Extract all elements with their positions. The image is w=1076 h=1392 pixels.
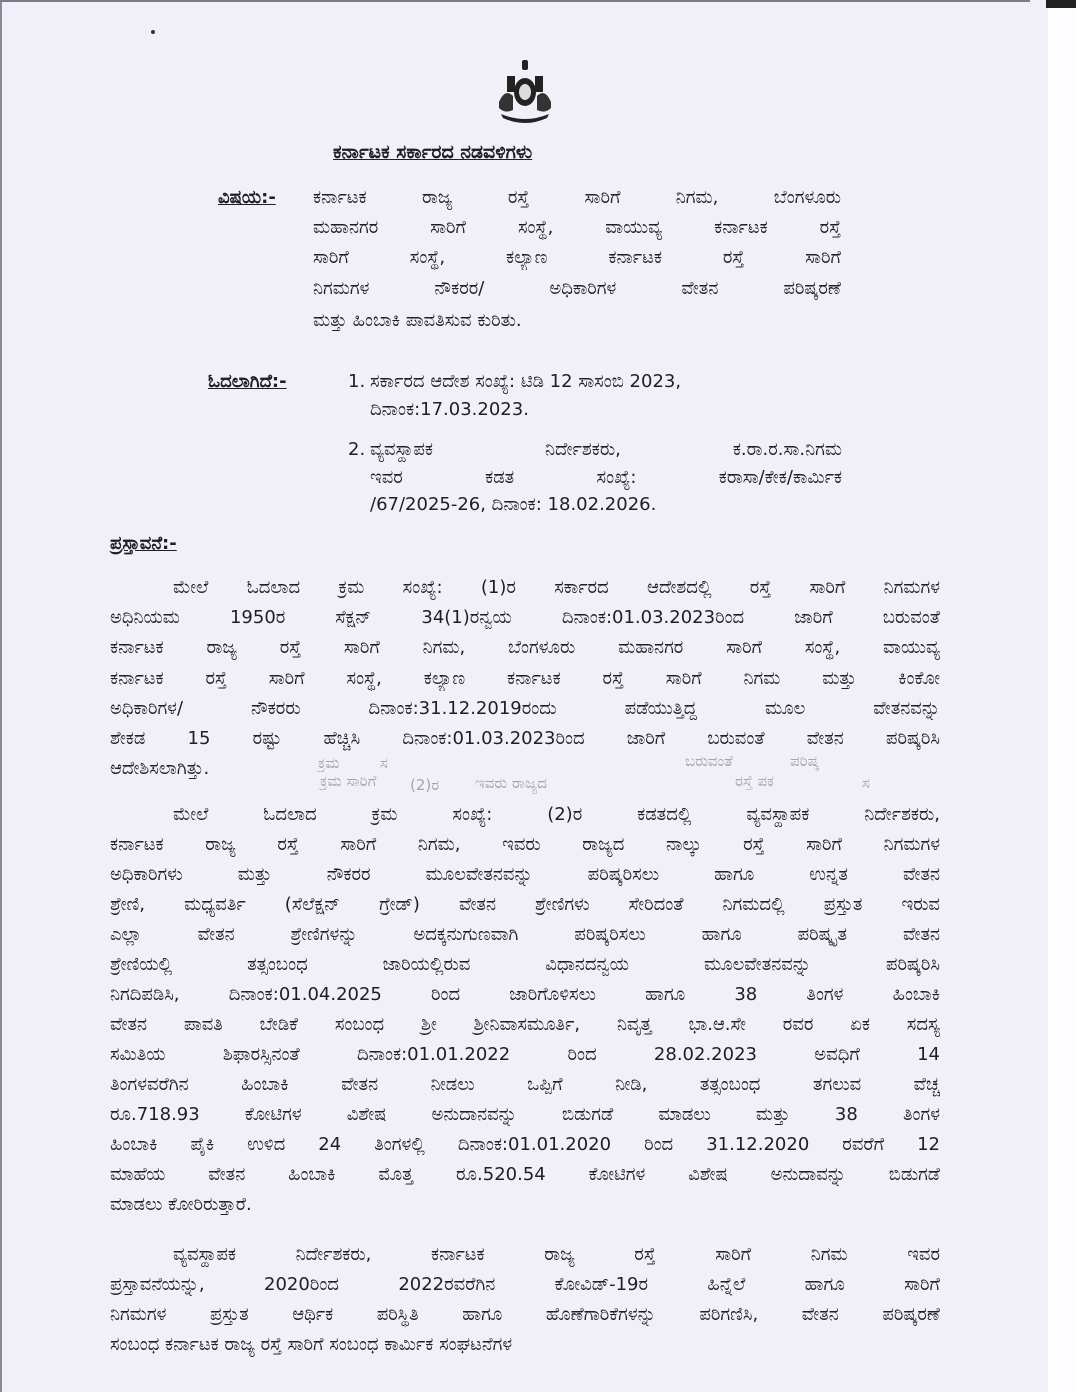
faded-text: ರಸ್ತೆ ಪಕ <box>735 772 774 790</box>
faded-text: ಪರಿಷ್ಕ <box>790 752 820 770</box>
paragraph-line: ಶ್ರೇಣಿ, ಮಧ್ಯವರ್ತಿ (ಸೆಲೆಕ್ಷನ್ ಗ್ರೇಡ್) ವೇತನ ಶ್ರೇಣಿಗಳು ಸೇರಿದಂತೆ ನಿಗಮದಲ್ಲಿ ಪ್ರಸ್ತುತ ಇರುವ <box>110 894 940 915</box>
paragraph-line: ಮಾಹೆಯ ವೇತನ ಹಿಂಬಾಕಿ ಮೊತ್ತ ರೂ.520.54 ಕೋಟಿಗಳ ವಿಶೇಷ ಅನುದಾವನ್ನು ಬಿಡುಗಡೆ <box>110 1164 940 1185</box>
subject-line: ಮಹಾನಗರ ಸಾರಿಗೆ ಸಂಸ್ಥೆ, ವಾಯುವ್ಯ ಕರ್ನಾಟಕ ರಸ್ತೆ <box>313 217 841 238</box>
state-emblem-icon <box>495 58 555 128</box>
paragraph-line: ತಿಂಗಳವರೆಗಿನ ಹಿಂಬಾಕಿ ವೇತನ ನೀಡಲು ಒಪ್ಪಿಗೆ ನೀಡಿ, ತತ್ಸಂಬಂಧ ತಗಲುವ ವೆಚ್ಚ <box>110 1074 940 1095</box>
paragraph-line: ವೇತನ ಪಾವತಿ ಬೇಡಿಕೆ ಸಂಬಂಧ ಶ್ರೀ ಶ್ರೀನಿವಾಸಮೂರ್ತಿ, ನಿವೃತ್ತ ಭಾ.ಆ.ಸೇ ರವರ ಏಕ ಸದಸ್ಯ <box>110 1014 940 1035</box>
paragraph-line: ಮಾಡಲು ಕೋರಿರುತ್ತಾರೆ. <box>110 1194 252 1215</box>
scan-speck <box>151 30 155 34</box>
paragraph-line: ಕರ್ನಾಟಕ ರಾಜ್ಯ ರಸ್ತೆ ಸಾರಿಗೆ ನಿಗಮ, ಇವರು ರಾಜ್ಯದ ನಾಲ್ಕು ರಸ್ತೆ ಸಾರಿಗೆ ನಿಗಮಗಳ <box>110 834 940 855</box>
preamble-label: ಪ್ರಸ್ತಾವನೆ:- <box>110 533 177 554</box>
paragraph-line: ಸಂಬಂಧ ಕರ್ನಾಟಕ ರಾಜ್ಯ ರಸ್ತೆ ಸಾರಿಗೆ ಸಂಬಂಧ ಕಾರ್ಮಿಕ ಸಂಘಟನೆಗಳ <box>110 1334 513 1355</box>
paragraph-line: ಅಧಿಕಾರಿಗಳು ಮತ್ತು ನೌಕರರ ಮೂಲವೇತನವನ್ನು ಪರಿಷ್ಕರಿಸಲು ಹಾಗೂ ಉನ್ನತ ವೇತನ <box>110 864 940 885</box>
reference-number: 1. <box>348 371 366 392</box>
paragraph-line: ಶೇಕಡ 15 ರಷ್ಟು ಹೆಚ್ಚಿಸಿ ದಿನಾಂಕ:01.03.2023ರಿಂದ ಜಾರಿಗೆ ಬರುವಂತೆ ವೇತನ ಪರಿಷ್ಕರಿಸಿ <box>110 728 940 749</box>
paragraph-line: ನಿಗಮಗಳ ಪ್ರಸ್ತುತ ಆರ್ಥಿಕ ಪರಿಸ್ಥಿತಿ ಹಾಗೂ ಹೊಣೆಗಾರಿಕೆಗಳನ್ನು ಪರಿಗಣಿಸಿ, ವೇತನ ಪರಿಷ್ಕರಣೆ <box>110 1304 940 1325</box>
scan-edge-dark <box>1046 0 1076 8</box>
paragraph-line: ಮೇಲೆ ಓದಲಾದ ಕ್ರಮ ಸಂಖ್ಯೆ: (2)ರ ಕಡತದಲ್ಲಿ ವ್ಯವಸ್ಥಾಪಕ ನಿರ್ದೇಶಕರು, <box>173 804 940 825</box>
paragraph-line: ಕರ್ನಾಟಕ ರಾಜ್ಯ ರಸ್ತೆ ಸಾರಿಗೆ ನಿಗಮ, ಬೆಂಗಳೂರು ಮಹಾನಗರ ಸಾರಿಗೆ ಸಂಸ್ಥೆ, ವಾಯುವ್ಯ <box>110 637 940 658</box>
reference-line: ಇವರ ಕಡತ ಸಂಖ್ಯೆ: ಕರಾಸಾ/ಕೇಕ/ಕಾರ್ಮಿಕ <box>370 467 842 488</box>
paragraph-line: ಪ್ರಸ್ತಾವನೆಯನ್ನು, 2020ರಿಂದ 2022ರವರೆಗಿನ ಕೋವಿಡ್-19ರ ಹಿನ್ನೆಲೆ ಹಾಗೂ ಸಾರಿಗೆ <box>110 1274 940 1295</box>
faded-text: (2)ರ <box>410 776 440 794</box>
faded-text: ಕ್ರಮ <box>318 754 340 772</box>
subject-line: ಮತ್ತು ಹಿಂಬಾಕಿ ಪಾವತಿಸುವ ಕುರಿತು. <box>313 310 522 331</box>
faded-text: ಕ್ರಮ ಸಾರಿಗೆ <box>320 772 377 790</box>
paragraph-line: ಹಿಂಬಾಕಿ ಪೈಕಿ ಉಳಿದ 24 ತಿಂಗಳಲ್ಲಿ ದಿನಾಂಕ:01.01.2020 ರಿಂದ 31.12.2020 ರವರೆಗೆ 12 <box>110 1134 940 1155</box>
paragraph-line: ಕರ್ನಾಟಕ ರಸ್ತೆ ಸಾರಿಗೆ ಸಂಸ್ಥೆ, ಕಲ್ಯಾಣ ಕರ್ನಾಟಕ ರಸ್ತೆ ಸಾರಿಗೆ ನಿಗಮ ಮತ್ತು ಕಿಂಕೋ <box>110 668 940 689</box>
paragraph-line: ಶ್ರೇಣಿಯಲ್ಲಿ ತತ್ಸಂಬಂಧ ಜಾರಿಯಲ್ಲಿರುವ ವಿಧಾನದನ್ವಯ ಮೂಲವೇತನವನ್ನು ಪರಿಷ್ಕರಿಸಿ <box>110 954 940 975</box>
reference-number: 2. <box>348 439 366 460</box>
paragraph-line: ಮೇಲೆ ಓದಲಾದ ಕ್ರಮ ಸಂಖ್ಯೆ: (1)ರ ಸರ್ಕಾರದ ಆದೇಶದಲ್ಲಿ ರಸ್ತೆ ಸಾರಿಗೆ ನಿಗಮಗಳ <box>173 577 940 598</box>
reference-line: ವ್ಯವಸ್ಥಾಪಕ ನಿರ್ದೇಶಕರು, ಕ.ರಾ.ರ.ಸಾ.ನಿಗಮ <box>370 439 842 460</box>
reference-line: /67/2025-26, ದಿನಾಂಕ: 18.02.2026. <box>370 494 657 515</box>
paragraph-line: ಸಮಿತಿಯ ಶಿಫಾರಸ್ಸಿನಂತೆ ದಿನಾಂಕ:01.01.2022 ರಿಂದ 28.02.2023 ಅವಧಿಗೆ 14 <box>110 1044 940 1065</box>
faded-text: ಸ <box>380 754 388 772</box>
paragraph-line: ವ್ಯವಸ್ಥಾಪಕ ನಿರ್ದೇಶಕರು, ಕರ್ನಾಟಕ ರಾಜ್ಯ ರಸ್ತೆ ಸಾರಿಗೆ ನಿಗಮ ಇವರ <box>173 1244 940 1265</box>
references-label: ಓದಲಾಗಿದೆ:- <box>208 371 287 392</box>
paragraph-line: ಎಲ್ಲಾ ವೇತನ ಶ್ರೇಣಿಗಳನ್ನು ಅದಕ್ಕನುಗುಣವಾಗಿ ಪರಿಷ್ಕರಿಸಲು ಹಾಗೂ ಪರಿಷ್ಕೃತ ವೇತನ <box>110 924 940 945</box>
paragraph-line: ಆದೇಶಿಸಲಾಗಿತ್ತು. <box>110 758 210 779</box>
paragraph-line: ನಿಗದಿಪಡಿಸಿ, ದಿನಾಂಕ:01.04.2025 ರಿಂದ ಜಾರಿಗೊಳಿಸಲು ಹಾಗೂ 38 ತಿಂಗಳ ಹಿಂಬಾಕಿ <box>110 984 940 1005</box>
subject-line: ಸಾರಿಗೆ ಸಂಸ್ಥೆ, ಕಲ್ಯಾಣ ಕರ್ನಾಟಕ ರಸ್ತೆ ಸಾರಿಗೆ <box>313 247 841 268</box>
scan-edge-line <box>0 0 1030 2</box>
paragraph-line: ರೂ.718.93 ಕೋಟಿಗಳ ವಿಶೇಷ ಅನುದಾನವನ್ನು ಬಿಡುಗಡೆ ಮಾಡಲು ಮತ್ತು 38 ತಿಂಗಳ <box>110 1104 940 1125</box>
paragraph-line: ಅಧಿನಿಯಮ 1950ರ ಸೆಕ್ಷನ್ 34(1)ರನ್ವಯ ದಿನಾಂಕ:01.03.2023ರಿಂದ ಜಾರಿಗೆ ಬರುವಂತೆ <box>110 607 940 628</box>
paragraph-line: ಅಧಿಕಾರಿಗಳ/ ನೌಕರರು ದಿನಾಂಕ:31.12.2019ರಂದು ಪಡೆಯುತ್ತಿದ್ದ ಮೂಲ ವೇತನವನ್ನು <box>110 698 940 719</box>
faded-text: ಸ <box>862 774 870 792</box>
document-title: ಕರ್ನಾಟಕ ಸರ್ಕಾರದ ನಡವಳಿಗಳು <box>333 141 533 163</box>
reference-line: ಸರ್ಕಾರದ ಆದೇಶ ಸಂಖ್ಯೆ: ಟಿಡಿ 12 ಸಾಸಂಬಿ 2023, <box>370 371 682 392</box>
faded-text: ಇವರು ರಾಜ್ಯದ <box>475 774 547 792</box>
subject-line: ನಿಗಮಗಳ ನೌಕರರ/ ಅಧಿಕಾರಿಗಳ ವೇತನ ಪರಿಷ್ಕರಣೆ <box>313 278 841 299</box>
faded-text: ಬರುವಂತೆ <box>685 752 733 770</box>
subject-line: ಕರ್ನಾಟಕ ರಾಜ್ಯ ರಸ್ತೆ ಸಾರಿಗೆ ನಿಗಮ, ಬೆಂಗಳೂರು <box>313 187 841 208</box>
subject-label: ವಿಷಯ:- <box>218 187 276 208</box>
reference-line: ದಿನಾಂಕ:17.03.2023. <box>370 399 529 420</box>
